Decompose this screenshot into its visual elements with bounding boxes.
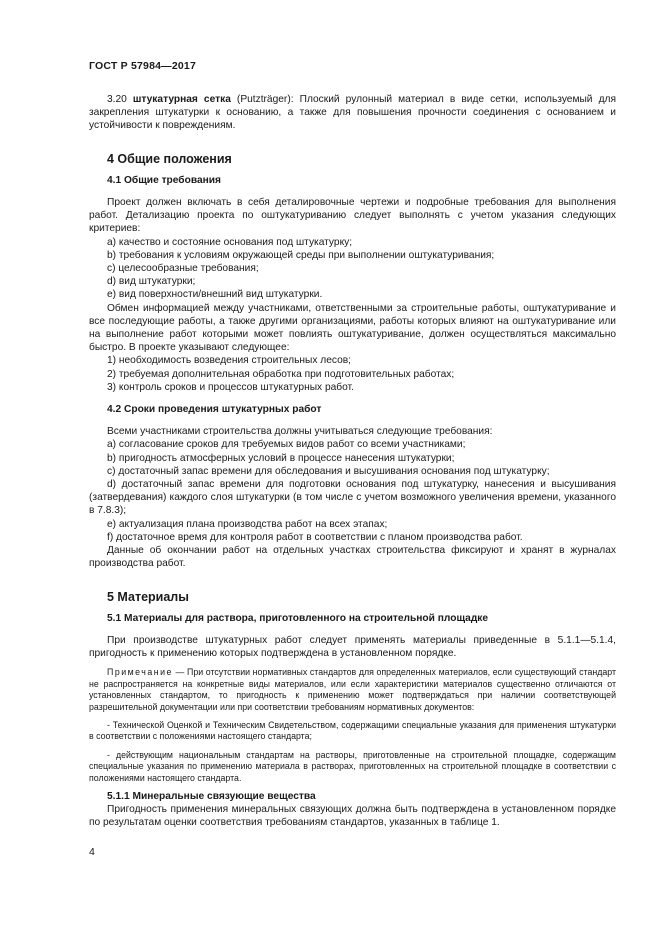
definition-text: (Putzträger): Плоский рулонный материал в виде сетки, используемый для закрепления штукатурки к основанию, а также для повышения прочности соединения с основанием и устойчивости к повреждениям. (89, 94, 616, 132)
list-item: f) достаточное время для контроля работ в соответствии с планом производства работ. (107, 531, 523, 543)
note (89, 667, 616, 713)
list-item: 3) контроль сроков и процессов штукатурных работ. (107, 381, 354, 393)
document-body (89, 93, 616, 830)
list-item: a) качество и состояние основания под штукатурку; (107, 236, 353, 248)
paragraph: Данные об окончании работ на отдельных участках строительства фиксируют и хранят в журналах производства работ. (89, 545, 616, 570)
list-item: d) достаточный запас времени для подготовки основания под штукатурку, нанесения и высушивания (затвердевания) каждого слоя штукатурки (в том числе с учетом возможного увеличения времени, указанного в 7.8.3); (89, 479, 616, 517)
list-item: e) актуализация плана производства работ на всех этапах; (107, 518, 388, 530)
section-4-title: 4 Общие положения (107, 151, 232, 166)
paragraph: При производстве штукатурных работ следует применять материалы приведенные в 5.1.1—5.1.4, пригодность к применению которых подтверждена в установленном порядке. (89, 634, 616, 660)
definition-term: штукатурная сетка (132, 94, 231, 105)
section-5-title: 5 Материалы (107, 589, 189, 604)
section-4-1-title: 4.1 Общие требования (107, 174, 221, 186)
note-item: - действующим национальным стандартам на растворы, приготовленные на строительной площадке, содержащим специальные указания по применению материала в растворах, приготовленных на строительной площадке в соответствии с положениями настоящего стандарта. (89, 749, 616, 783)
note-text: — При отсутствии нормативных стандартов для определенных материалов, если существующий стандарт не распространяется на конкретные виды материалов, или если характеристики материалов существенно отличаются от установленных стандартом, то пригодность к применению может подтверждаться при наличии соответствующей разрешительной документации или при соответствии требованиям нормативных документов: (89, 667, 616, 712)
note-item: - Технической Оценкой и Техническим Свидетельством, содержащими специальные указания для применения штукатурки в соответствии с положениями настоящего стандарта; (89, 719, 616, 742)
section-4-2-title: 4.2 Сроки проведения штукатурных работ (107, 404, 322, 416)
note-label: Примечание (107, 667, 173, 678)
section-5-1-1-title: 5.1.1 Минеральные связующие вещества (107, 790, 316, 802)
definition-3-20 (89, 93, 616, 133)
list-item: c) целесообразные требования; (107, 263, 259, 275)
list-item: c) достаточный запас времени для обследования и высушивания основания под штукатурку; (107, 465, 550, 477)
list-item: e) вид поверхности/внешний вид штукатурки. (107, 289, 323, 301)
paragraph: Обмен информацией между участниками, ответственными за строительные работы, оштукатуривание и все последующие работы, а также другими организациями, работы которых влияют на оштукатуривание или на выполнение работ которыми может повлиять оштукатуривание, должен осуществляться максимально быстро. В проекте указывают следующее: (89, 302, 616, 354)
list-item: b) пригодность атмосферных условий в процессе нанесения штукатурки; (107, 452, 455, 464)
list-item: d) вид штукатурки; (107, 276, 196, 288)
definition-number: 3.20 (107, 94, 127, 105)
list-item: 1) необходимость возведения строительных лесов; (107, 355, 352, 367)
standard-header: ГОСТ Р 57984—2017 (89, 60, 197, 72)
list-item: b) требования к условиям окружающей среды при выполнении оштукатуривания; (107, 249, 495, 261)
section-5-1-title: 5.1 Материалы для раствора, приготовленного на строительной площадке (107, 612, 489, 624)
page-number: 4 (89, 846, 95, 858)
paragraph: Всеми участниками строительства должны учитываться следующие требования: (107, 426, 493, 438)
list-item: a) согласование сроков для требуемых видов работ со всеми участниками; (107, 439, 466, 451)
paragraph: Проект должен включать в себя деталировочные чертежи и подробные требования для выполнения работ. Детализацию проекта по оштукатуриванию следует выполнять с учетом указания следующих критериев: (89, 197, 616, 235)
paragraph: Пригодность применения минеральных связующих должна быть подтверждена в установленном порядке по результатам оценки соответствия требованиям стандартов, указанных в таблице 1. (89, 804, 616, 829)
list-item: 2) требуемая дополнительная обработка при подготовительных работах; (107, 368, 455, 380)
